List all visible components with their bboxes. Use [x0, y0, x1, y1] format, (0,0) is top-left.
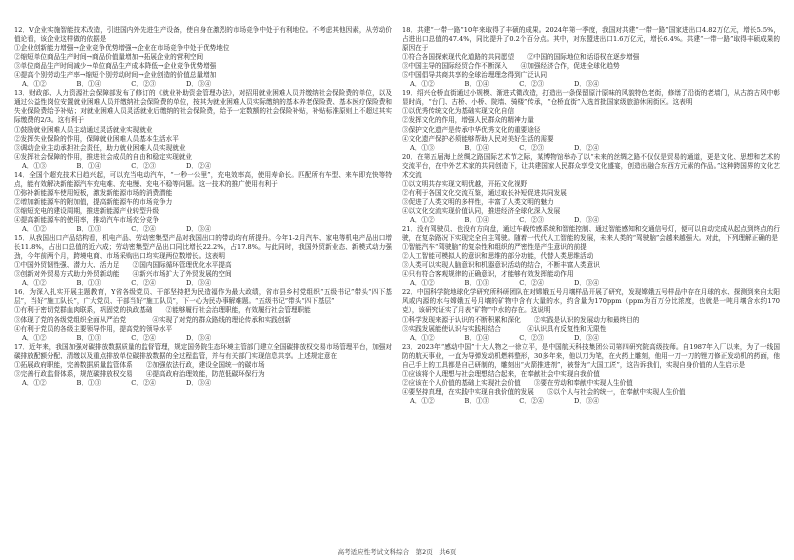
answer-option: A．①② [410, 333, 435, 342]
answer-option: C．②③ [519, 333, 545, 342]
question-stem: 13．财政部、人力资源社会保障部发布了修订的《就业补助资金管理办法》，对招用就业困难人员并缴纳社会保险费的单位，以及通过公益性岗位安置就业困难人员并缴纳社会保险费的单位，按其为就业困难人员实际缴纳的基本养老保险费、基本医疗保险费和失业保险费给予补贴；对就业困难人员灵活就业后缴纳的社会保险费，给予一定数额的社会保险补贴，补贴标准原则上不超过其实际缴费的2/3。这有利于 [14, 89, 392, 125]
question-block [402, 26, 780, 89]
question-statement: ③完善行政监督体系，规范碳排放权交易 ④提高政府治理效能，防范低碳环保行为 [14, 369, 265, 378]
answer-option: B．①③ [464, 279, 490, 288]
answer-option: B．①③ [464, 396, 490, 405]
question-statement: ②增加新能源车的附加值，提高新能源车的市场竞争力 [14, 197, 173, 206]
answer-option: C．②③ [519, 215, 545, 224]
answer-option: A．①② [22, 333, 47, 342]
question-statement: ③中国主导的国际经贸合作不断深入 ④加强经济合作，促进全球化趋势 [402, 62, 620, 71]
question-stem: 22．中国科学院地球化学研究所科研团队在对嫦娥五号月壤样品开展了研究，发现嫦娥五号样品中存在月球的水、探测到来自太阳风或内源的水与嫦娥五号月壤的矿物中含有大量的水，约含量为170ppm（ppm为百万分比浓度，也就是一吨月壤含水约170克），该研究证实了月表“矿物”中水的存在。这说明 [402, 288, 780, 315]
question-stem: 19．绍兴仓桥直街通过小规模、渐进式微改造，打造出一条保留原汁原味的风貌特色老街，修缮了沿街的老墙门，从古韵古风中彰显时尚，“台门、古桥、小桥、院墙、骑楼”传承，“仓桥直街”入选首批国家级旅游休闲街区。这表明 [402, 89, 780, 107]
answer-option: B．①③ [76, 225, 102, 234]
question-block [402, 288, 780, 342]
question-statement: ③缩短充电的建设周期，推进新能源产业转型升级 [14, 206, 160, 215]
question-block [14, 288, 392, 342]
question-statement: ②缩短单位商品生产时间→商品价值量增加→拓展企业的营利空间 [14, 53, 204, 62]
question-block [14, 89, 392, 170]
answer-option: C．②④ [131, 279, 157, 288]
question-statement: ①拓展政府职能，完善数据质量监管体系 ②加强依法行政，建设全国统一的碳市场 [14, 360, 265, 369]
question-block [402, 89, 780, 152]
question-stem: 17．近年来，我国加强对碳排放数据质量的监督管理，规定国务院生态环境主管部门建立全国碳排放权交易市场管理平台，加强对碳排放配额分配、清缴以及重点排放单位碳排放数据的全过程监管，并与有关部门实现信息共享。上述规定意在 [14, 342, 392, 360]
answer-option: A．①② [410, 80, 435, 89]
question-block [402, 153, 780, 225]
answer-option: D．③④ [186, 279, 212, 288]
answer-option: A．①② [22, 279, 47, 288]
answer-option: B．①④ [464, 333, 490, 342]
answer-options [402, 397, 780, 406]
answer-option: A．①② [22, 80, 47, 89]
answer-options [402, 279, 780, 288]
answer-option: C．②③ [519, 80, 545, 89]
answer-option: D．③④ [186, 225, 212, 234]
answer-option: B．①④ [464, 215, 490, 224]
question-statement: ④以文化交流实现价值认同，推进经济全球化深入发展 [402, 206, 561, 215]
answer-option: C．②④ [519, 279, 545, 288]
question-statement: ④要坚持真理，在实践中实现自我价值的发展 ⑤以个人与社会的统一，在奉献中实现人生价值 [402, 387, 686, 396]
question-stem: 21．没有驾驶员、也没有方向盘，通过车载传感系统和智能控制、通过智能感知和交通信号灯，便可以自动完成从起点到终点的行驶，在复杂路况下实现完全自主驾驶。随着一代代人工智能的发展，未来人类的“驾驶脑”会越来越强大。对此，下列理解正确的是 [402, 225, 780, 243]
question-statement: ②有利于各国文化交流互鉴，通过取长补短促进共同发展 [402, 188, 567, 197]
right-column [402, 26, 780, 542]
answer-option: B．①④ [76, 80, 102, 89]
question-stem: 16．为深入扎实开展主题教育，Y省各级党员、干部坚持把为民造福作为最大政绩，省市县乡村党组织“五级书记”带头“四下基层”，当好“施工队长”，广大党员、干部当好“施工队员”，下一心为民办事解难题。“五级书记”带头“四下基层” [14, 288, 392, 306]
answer-option: B．①③ [76, 333, 102, 342]
question-statement: ①弥补新能源车使用短板，激发新能源市场的消费潜能 [14, 188, 173, 197]
question-statement: ④文化遗产保护必须能够帮助人民对美好生活的需要 [402, 134, 554, 143]
question-statement: ①有利于密切党群血肉联系，巩固党的执政基础 ②能够履行社会治理职能，有效履行社会管理职能 [14, 306, 311, 315]
question-statement: ③单位商品生产时间减少→单位商品生产成本降低→企业竞争优势增强 [14, 62, 217, 71]
answer-options [402, 144, 780, 153]
page-footer: 高考适应性考试文科综合 第2页 共6页 [337, 548, 457, 556]
question-statement: ⑤中国倡导共商共享的全球治理理念得到广泛认同 [402, 71, 548, 80]
question-statement: ②发挥失业保险的作用，保障就业困难人员基本生活水平 [14, 134, 179, 143]
answer-option: D．②④ [574, 143, 600, 152]
question-statement: ③保护文化遗产是传承中华优秀文化的重要途径 [402, 125, 541, 134]
answer-option: D．③④ [186, 333, 212, 342]
answer-option: D．③④ [574, 80, 600, 89]
question-statement: ④提高新能源车的使用率，推动汽车市场充分竞争 [14, 215, 160, 224]
question-statement: ③体现了党的各级党组织全面从严治党 ④实现了对党的群众路线的理论传承和实践创新 [14, 315, 291, 324]
question-statement: ①以文明共存实现文明优越，开拓文化视野 [402, 179, 528, 188]
question-stem: 18．共建“一带一路”10年来取得了丰硕的成果。2024年第一季度，我国对共建“一带一路”国家进出口4.82万亿元，增长5.5%，占进出口总值的47.4%，同比提升了0.2个百分点。其中，对东盟进出口1.6万亿元，增长6.4%。共建“一带一路”取得丰硕成果的原因在于 [402, 26, 780, 53]
question-block [14, 26, 392, 89]
answer-option: A．①③ [22, 161, 47, 170]
answer-options [402, 334, 780, 343]
question-statement: ②应该在个人价值的基础上实现社会价值 ③要在劳动和奉献中实现人生价值 [402, 378, 633, 387]
question-statement: ④只有符合客观规律的正确意识，才能够有效发挥能动作用 [402, 270, 574, 279]
answer-option: A．①② [22, 225, 47, 234]
question-stem: 20．在第五届海上丝绸之路国际艺术节之际，某博物馆举办了以“未来的丝绸之路不仅仅是贸易的通道，更是文化、思想和艺术的交流平台，在中外艺术家的共同创造下，让共建国家人民群众享受文化盛宴，创造出融合东西方元素的作品。”这种跨国界的文化艺术交流 [402, 152, 780, 179]
answer-option: C．②③ [519, 143, 545, 152]
answer-option: D．②④ [186, 161, 212, 170]
question-block [14, 234, 392, 288]
answer-option: C．②④ [519, 396, 545, 405]
question-statement: ①中国外贸韧性强、潜力大、活力足 ②国内国际循环管理优化水平提高 [14, 261, 232, 270]
answer-option: B．①③ [76, 279, 102, 288]
answer-option: D．③④ [574, 215, 600, 224]
answer-options [14, 334, 392, 343]
answer-option: D．③④ [574, 396, 600, 405]
question-statement: ④发挥社会保障的作用，推进社会成员的自由和稳定实现就业 [14, 152, 193, 161]
answer-option: D．③④ [574, 279, 600, 288]
question-statement: ①以优秀传统文化为基础实现文化自信 [402, 107, 515, 116]
answer-options [14, 162, 392, 171]
question-statement: ③调动企业主动承担社会责任，助力就业困难人员实现就业 [14, 143, 186, 152]
answer-options [402, 80, 780, 89]
question-statement: ②发挥文化的作用，增强人民群众的精神力量 [402, 116, 534, 125]
question-statement: ③促进了人类文明的多样性，丰富了人类文明的魅力 [402, 197, 554, 206]
answer-option: C．②④ [131, 378, 157, 387]
answer-option: B．①③ [76, 378, 102, 387]
answer-option: D．③④ [186, 378, 212, 387]
question-statement: ③人类可以实现人脑意识和机器意识活动的结合，不断丰富人类意识 [402, 261, 600, 270]
answer-option: A．①② [410, 279, 435, 288]
answer-options [14, 225, 392, 234]
question-statement: ①智能汽车“驾驶脑”的复杂性和组织的严密性是产生意识的前提 [402, 243, 587, 252]
answer-option: A．①② [410, 215, 435, 224]
answer-option: A．①② [410, 396, 435, 405]
answer-option: C．②④ [131, 225, 157, 234]
answer-options [14, 379, 392, 388]
answer-option: C．②③ [131, 161, 157, 170]
question-statement: ④提高个别劳动生产率→缩短个别劳动时间→企业创造的价值总量增加 [14, 71, 217, 80]
question-statement: ③创新对外贸易方式助力外贸新动能 ④新兴市场扩大了外贸发展的空间 [14, 270, 232, 279]
answer-option: C．②③ [131, 80, 157, 89]
answer-option: B．①④ [464, 143, 490, 152]
question-stem: 15．从我国出口产品结构看，机电产品、劳动密集型产品对我国出口的带动均有所提升。今年1-2月汽车、家电等机电产品出口增长11.8%，占出口总值的近六成；劳动密集型产品出口同比增长22.2%，占17.8%。与此同时，我国外贸新业态、新模式动力强劲，今年前两个月，跨境电商、市场采购出口均实现两位数增长。这表明 [14, 234, 392, 261]
question-statement: ①鼓励就业困难人员主动通过灵活就业实现就业 [14, 125, 153, 134]
question-block [14, 171, 392, 234]
question-stem: 12．V企业实施智能技术改造，引进国内外先进生产设备，使自身在激烈的市场竞争中处于有利地位。不考虑其他因素，从劳动价值论看，该企业这样做的依据是 [14, 26, 392, 44]
answer-options [402, 216, 780, 225]
answer-option: B．①④ [464, 80, 490, 89]
question-statement: ①科学发现来源于认识的不断积累和深化 ②实践是认识的发展动力和最终目的 [402, 315, 640, 324]
answer-option: D．③④ [186, 80, 212, 89]
question-block [14, 343, 392, 388]
answer-options [14, 279, 392, 288]
question-block [402, 225, 780, 288]
answer-option: A．①② [22, 378, 47, 387]
answer-options [14, 80, 392, 89]
question-statement: ①应该将个人理想与社会理想结合起来，在奉献社会中实现自我价值 [402, 369, 600, 378]
left-column [14, 26, 392, 536]
page-columns [14, 26, 780, 542]
question-statement: ①符合各国探索现代化道路的共同愿望 ②中国的国际地位和话语权在逐步增强 [402, 53, 640, 62]
question-statement: ②人工智能可模拟人的意识和思维的部分功能，代替人类思维活动 [402, 252, 594, 261]
answer-option: A．①③ [410, 143, 435, 152]
answer-option: C．②④ [131, 333, 157, 342]
question-statement: ③实践发展能使认识与实践相结合 ④认识具有反复性和无限性 [402, 324, 607, 333]
answer-option: D．③④ [574, 333, 600, 342]
answer-option: B．①④ [76, 161, 102, 170]
question-statement: ①企业创新能力增强→企业竞争优势增强→企业在市场竞争中处于优势地位 [14, 44, 230, 53]
question-statement: ④有利于党员的各级主要领导作用，提高党的领导水平 [14, 324, 173, 333]
question-block [402, 343, 780, 406]
question-stem: 23．2023年“感动中国”十大人物之一徐立平，是中国航天科技集团公司第四研究院高级技师。自1987年入厂以来，为了一线国防的航天事业，一直为导弹发动机燃料整形，30多年来，他以刀为笔，在火药上雕刻，他用一刀一刀的锉刀修正发动机的药面，他自己手上的工具都是自己研制的，雕刻出“火箭推进剂”，被誉为“大国工匠”，这告诉我们，实现自身价值的人生启示是 [402, 342, 780, 369]
question-stem: 14．全国个超充技术日趋兴起，可以充当电动汽车，“一秒一公里”，充电效率高，使用寿命长。匹配所有车型、来车即充快等特点，能有效解决新能源汽车充电难、充电慢、充电不稳等问题。这一技术的推广使用有利于 [14, 170, 392, 188]
